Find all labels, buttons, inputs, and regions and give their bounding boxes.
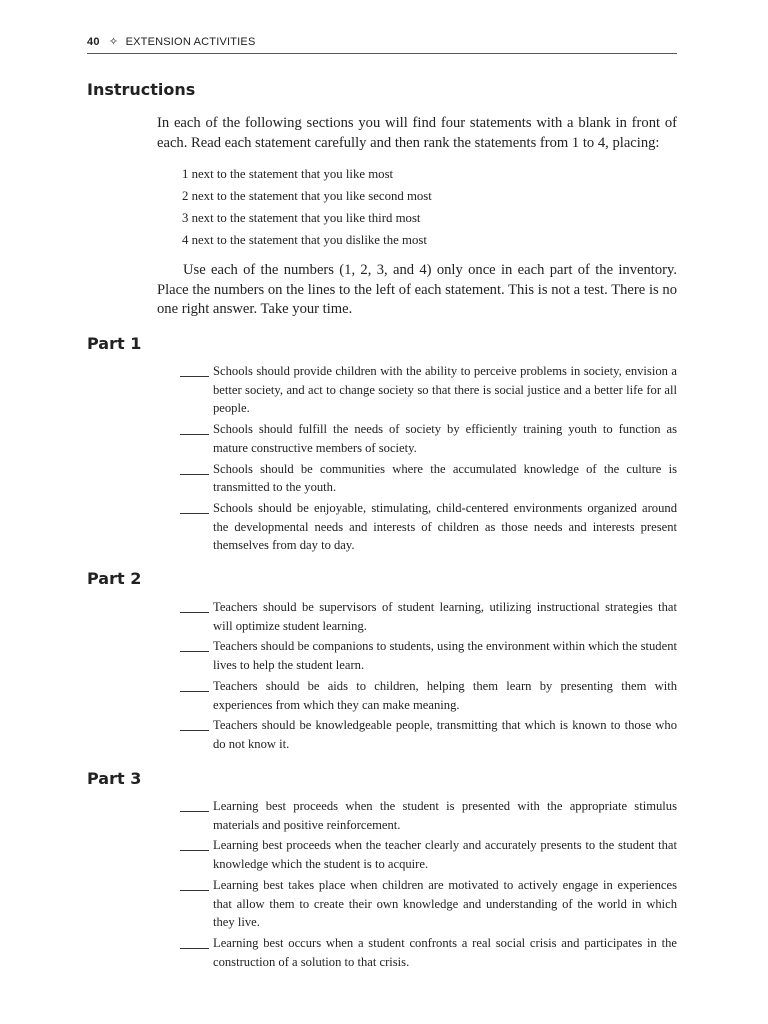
statement-text: Learning best occurs when a student confronts a real social crisis and participates in the construction of a solution to that crisis.	[213, 935, 677, 969]
statement-item	[180, 499, 677, 555]
statement-text: Schools should fulfill the needs of society by efficiently training youth to function as mature constructive members of society.	[213, 422, 677, 455]
rank-blank[interactable]	[180, 797, 209, 812]
statement-item	[180, 637, 677, 674]
rank-blank[interactable]	[180, 934, 209, 949]
rank-item: 2 next to the statement that you like second most	[182, 189, 432, 203]
rank-list	[182, 163, 432, 251]
statement-text: Schools should provide children with the ability to perceive problems in society, envision a better society, and act to change society so that there is social justice and a better life for all people.	[213, 364, 677, 416]
statement-item	[180, 876, 677, 932]
statement-item	[180, 420, 677, 457]
statement-text: Teachers should be companions to students, using the environment within which the student lives to help the student learn.	[213, 639, 677, 673]
rank-blank[interactable]	[180, 598, 209, 613]
rank-item: 3 next to the statement that you like third most	[182, 211, 421, 225]
rank-blank[interactable]	[180, 460, 209, 475]
statement-item	[180, 797, 677, 834]
statement-text: Teachers should be supervisors of student learning, utilizing instructional strategies that will optimize student learning.	[213, 600, 677, 633]
rank-blank[interactable]	[180, 637, 209, 652]
statement-item	[180, 677, 677, 714]
rank-blank[interactable]	[180, 716, 209, 731]
part-3-heading: Part 3	[87, 769, 142, 788]
part-3-statements	[180, 797, 677, 973]
section-title: EXTENSION ACTIVITIES	[125, 36, 256, 48]
instructions-heading: Instructions	[87, 80, 196, 99]
part-2-heading: Part 2	[87, 569, 142, 588]
page-number: 40	[87, 36, 100, 48]
statement-text: Learning best proceeds when the student is presented with the appropriate stimulus materials and positive reinforcement.	[213, 799, 677, 832]
instructions-intro: In each of the following sections you will find four statements with a blank in front of each. Read each statement carefully and then rank the statements from 1 to 4, placing:	[157, 115, 677, 151]
statement-text: Teachers should be knowledgeable people, transmitting that which is known to those who do not know it.	[213, 718, 677, 751]
statement-text: Teachers should be aids to children, helping them learn by presenting them with experiences from which they can make meaning.	[213, 678, 677, 712]
part-1-statements	[180, 362, 677, 557]
rank-blank[interactable]	[180, 499, 209, 514]
statement-item	[180, 460, 677, 497]
rank-item: 4 next to the statement that you dislike the most	[182, 233, 427, 247]
statement-text: Learning best takes place when children are motivated to actively engage in experiences that allow them to create their own knowledge and understanding of the world in which they live.	[213, 877, 677, 930]
statement-text: Schools should be enjoyable, stimulating, child-centered environments organized around the developmental needs and interests of children as those needs and interests present themselves from day to day.	[213, 500, 677, 553]
running-header	[87, 33, 677, 54]
ornament-icon: ✧	[108, 36, 119, 48]
instructions-closing: Use each of the numbers (1, 2, 3, and 4) only once in each part of the inventory. Place the numbers on the lines to the left of each statement. This is not a test. There is no one right answer. Take your time.	[157, 262, 677, 317]
rank-blank[interactable]	[180, 420, 209, 435]
part-2-statements	[180, 598, 677, 756]
statement-text: Schools should be communities where the accumulated knowledge of the culture is transmitted to the youth.	[213, 461, 677, 495]
statement-item	[180, 598, 677, 635]
part-1-heading: Part 1	[87, 334, 142, 353]
rank-blank[interactable]	[180, 876, 209, 891]
statement-item	[180, 836, 677, 873]
rank-item: 1 next to the statement that you like most	[182, 167, 394, 181]
statement-text: Learning best proceeds when the teacher clearly and accurately presents to the student that knowledge which the student is to acquire.	[213, 838, 677, 872]
rank-blank[interactable]	[180, 677, 209, 692]
statement-item	[180, 934, 677, 971]
statement-item	[180, 716, 677, 753]
rank-blank[interactable]	[180, 362, 209, 377]
statement-item	[180, 362, 677, 418]
rank-blank[interactable]	[180, 836, 209, 851]
